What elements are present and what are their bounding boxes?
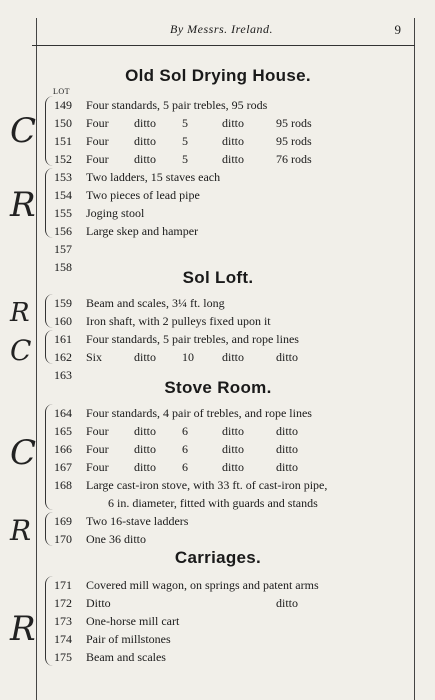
- lot-description: 6: [182, 424, 188, 438]
- margin-mark: R: [10, 514, 32, 547]
- lot-number: 155: [54, 206, 72, 220]
- lot-row: [54, 594, 299, 612]
- lot-description: Four: [86, 460, 109, 474]
- lot-description: Two ladders, 15 staves each: [86, 170, 221, 184]
- lot-row: [54, 648, 166, 666]
- lot-row: [54, 168, 221, 186]
- lot-number: 149: [54, 98, 72, 112]
- section-title: Stove Room.: [164, 378, 272, 397]
- lot-number: 162: [54, 350, 72, 364]
- lot-row: [54, 440, 299, 458]
- lot-description: Four standards, 5 pair trebles, and rope lines: [86, 332, 299, 346]
- lot-bracket: [45, 330, 54, 364]
- lot-description: Large skep and hamper: [86, 224, 199, 238]
- lot-row: [54, 96, 268, 114]
- lot-description: One 36 ditto: [86, 532, 146, 546]
- lot-number: 174: [54, 632, 72, 646]
- lot-description: ditto: [134, 116, 157, 130]
- lot-description: 6 in. diameter, fitted with guards and stands: [108, 496, 318, 510]
- lot-row: [54, 186, 200, 204]
- right-border-rule: [414, 18, 415, 700]
- lot-description: 95 rods: [276, 134, 312, 148]
- lot-number: 165: [54, 424, 72, 438]
- lot-number: 171: [54, 578, 72, 592]
- lot-description: ditto: [276, 460, 299, 474]
- section-title: Old Sol Drying House.: [125, 66, 311, 85]
- lot-description: ditto: [134, 442, 157, 456]
- lot-row: [54, 294, 225, 312]
- header-rule: [32, 45, 415, 46]
- lot-description: 6: [182, 442, 188, 456]
- lot-number: 153: [54, 170, 72, 184]
- lot-row: [54, 404, 312, 422]
- lot-number: 152: [54, 152, 72, 166]
- lot-bracket: [45, 576, 54, 666]
- margin-mark: R: [10, 185, 36, 225]
- lot-description: ditto: [276, 442, 299, 456]
- lot-description: ditto: [134, 460, 157, 474]
- lot-description: Four: [86, 424, 109, 438]
- lot-row: [54, 312, 271, 330]
- lot-description: ditto: [222, 152, 245, 166]
- margin-mark: C: [10, 433, 37, 473]
- lot-row: [54, 150, 312, 168]
- lot-number: 175: [54, 650, 72, 664]
- lot-number: 150: [54, 116, 72, 130]
- page-number: 9: [394, 22, 401, 37]
- lot-bracket: [45, 96, 54, 166]
- lot-description: 6: [182, 460, 188, 474]
- lot-row: [54, 132, 312, 150]
- lot-number: 161: [54, 332, 72, 346]
- lot-description: ditto: [222, 350, 245, 364]
- lot-description: ditto: [222, 442, 245, 456]
- lot-description: ditto: [134, 350, 157, 364]
- lot-description: Six: [86, 350, 103, 364]
- lot-number: 172: [54, 596, 72, 610]
- lot-number: 160: [54, 314, 72, 328]
- lot-description: 5: [182, 116, 188, 130]
- lot-description: Four standards, 4 pair of trebles, and rope lines: [86, 406, 312, 420]
- lot-row: [54, 222, 199, 240]
- margin-mark: C: [10, 111, 37, 151]
- lot-description: ditto: [134, 134, 157, 148]
- margin-mark: R: [10, 609, 36, 649]
- lot-column-header: LOT: [53, 87, 71, 96]
- lot-description: Large cast-iron stove, with 33 ft. of cast-iron pipe,: [86, 478, 328, 492]
- lot-row: [54, 348, 299, 366]
- lot-number: 158: [54, 260, 72, 274]
- lot-bracket: [45, 294, 54, 328]
- lot-description: Four: [86, 116, 109, 130]
- margin-mark: C: [10, 334, 32, 367]
- lot-number: 156: [54, 224, 72, 238]
- lot-description: 95 rods: [276, 116, 312, 130]
- lot-description: Ditto: [86, 596, 111, 610]
- section-title: Carriages.: [174, 548, 262, 567]
- lot-number: 164: [54, 406, 72, 420]
- lot-number: 159: [54, 296, 72, 310]
- lot-number: 163: [54, 368, 72, 382]
- running-title: By Messrs. Ireland.: [170, 22, 274, 36]
- lot-description: Iron shaft, with 2 pulleys fixed upon it: [86, 314, 271, 328]
- lot-row: [54, 258, 86, 276]
- lot-row: [54, 240, 86, 258]
- left-border-rule: [36, 18, 37, 700]
- lot-description: Beam and scales, 3¼ ft. long: [86, 296, 225, 310]
- lot-description: ditto: [222, 134, 245, 148]
- lot-row: [54, 366, 86, 384]
- lot-description: ditto: [276, 350, 299, 364]
- lot-description: ditto: [222, 116, 245, 130]
- lot-bracket: [45, 404, 54, 510]
- lot-description: 76 rods: [276, 152, 312, 166]
- lot-description: Four: [86, 134, 109, 148]
- lot-description: ditto: [222, 424, 245, 438]
- lot-description: Beam and scales: [86, 650, 166, 664]
- lot-description: ditto: [134, 152, 157, 166]
- lot-description: Two 16-stave ladders: [86, 514, 189, 528]
- lot-number: 168: [54, 478, 72, 492]
- lot-description: ditto: [222, 460, 245, 474]
- lot-bracket: [45, 512, 54, 546]
- lot-row: [54, 630, 171, 648]
- lot-number: 170: [54, 532, 72, 546]
- lot-description: 5: [182, 152, 188, 166]
- lot-description: One-horse mill cart: [86, 614, 180, 628]
- lot-description: Joging stool: [86, 206, 145, 220]
- lot-description: ditto: [276, 596, 299, 610]
- lot-row: [54, 612, 180, 630]
- lot-row: [54, 458, 299, 476]
- lot-description: ditto: [134, 424, 157, 438]
- lot-number: 167: [54, 460, 72, 474]
- lot-description: Covered mill wagon, on springs and patent arms: [86, 578, 319, 592]
- section-title: Sol Loft.: [182, 268, 254, 287]
- lot-description: Four: [86, 152, 109, 166]
- lot-bracket: [45, 168, 54, 238]
- lot-row: [54, 494, 318, 512]
- lot-number: 157: [54, 242, 72, 256]
- lot-row: [54, 204, 145, 222]
- lot-number: 154: [54, 188, 72, 202]
- lot-number: 166: [54, 442, 72, 456]
- lot-row: [54, 530, 146, 548]
- lot-description: Four: [86, 442, 109, 456]
- lot-row: [54, 476, 328, 494]
- lot-row: [54, 114, 312, 132]
- lot-description: Four standards, 5 pair trebles, 95 rods: [86, 98, 268, 112]
- lot-description: 10: [182, 350, 194, 364]
- lot-row: [54, 422, 299, 440]
- lot-row: [54, 330, 299, 348]
- lot-row: [54, 576, 319, 594]
- lot-number: 151: [54, 134, 72, 148]
- margin-mark: R: [10, 298, 30, 328]
- lot-number: 169: [54, 514, 72, 528]
- lot-description: Pair of millstones: [86, 632, 171, 646]
- lot-row: [54, 512, 189, 530]
- lot-description: ditto: [276, 424, 299, 438]
- lot-number: 173: [54, 614, 72, 628]
- lot-description: 5: [182, 134, 188, 148]
- lot-description: Two pieces of lead pipe: [86, 188, 200, 202]
